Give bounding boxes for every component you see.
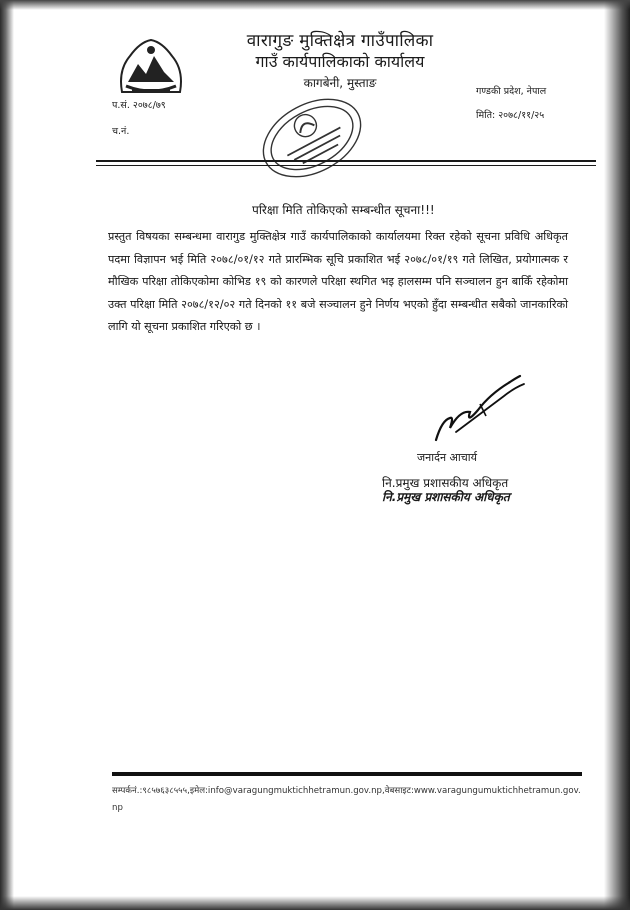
signer-title: नि.प्रमुख प्रशासकीय अधिकृत bbox=[382, 476, 509, 490]
header-rule-thin bbox=[96, 165, 596, 166]
office-subtitle: गाउँ कार्यपालिकाको कार्यालय bbox=[255, 52, 425, 71]
signer-title-stamp: नि.प्रमुख प्रशासकीय अधिकृत bbox=[382, 490, 510, 504]
office-stamp-icon bbox=[252, 88, 372, 186]
scan-shadow-right bbox=[604, 0, 630, 910]
nepal-emblem-icon bbox=[116, 34, 186, 98]
province-label: गण्डकी प्रदेश, नेपाल bbox=[476, 86, 547, 97]
scan-shadow-top bbox=[0, 0, 630, 10]
signer-name: जनार्दन आचार्य bbox=[417, 451, 478, 464]
dispatch-number: च.नं. bbox=[112, 126, 130, 137]
signature-scrawl-icon bbox=[420, 370, 530, 450]
scan-shadow-left bbox=[0, 0, 14, 910]
header-rule bbox=[96, 160, 596, 162]
notice-body: प्रस्तुत विषयका सम्बन्धमा वारागुड मुक्तिक्षेत्र गाउँ कार्यपालिकाको कार्यालयमा रिक्त रहेको सूचना प्रविधि अधिकृत पदमा विज्ञापन भई मिति २०७८/०१/१२ गते प्रारम्भिक सूचि प्रकाशित भई २०७८/०१/१९ गते लिखित, प्रयोगात्मक र मौखिक परिक्षा तोकिएकोमा कोभिड १९ को कारणले परिक्षा स्थगित भइ हालसम्म पनि सञ्चालन हुन बाकिँ रहेकोमा उक्त परिक्षा मिति २०७८/१२/०२ गते दिनको ११ बजे सञ्चालन हुने निर्णय भएको हुँदा सम्बन्धीत सबैको जानकारिको लागि यो सूचना प्रकाशित गरिएको छ । bbox=[108, 230, 568, 333]
notice-subject: परिक्षा मिति तोकिएको सम्बन्धीत सूचना!!! bbox=[252, 203, 435, 217]
office-address: कागबेनी, मुस्ताङ bbox=[303, 76, 377, 90]
office-name: वारागुङ मुक्तिक्षेत्र गाउँपालिका bbox=[246, 31, 434, 51]
scan-shadow-bottom bbox=[0, 896, 630, 910]
reference-number: प.सं. २०७८/७९ bbox=[112, 100, 166, 111]
footer-rule bbox=[112, 772, 582, 776]
footer-contact: सम्पर्कनं.:९८५७६३८५५५,इमेल:info@varagungmuktichhetramun.gov.np,वेबसाइट:www.varagungumuktichhetramun.gov.np bbox=[112, 786, 581, 813]
letter-date: मिति: २०७८/११/२५ bbox=[476, 110, 545, 121]
